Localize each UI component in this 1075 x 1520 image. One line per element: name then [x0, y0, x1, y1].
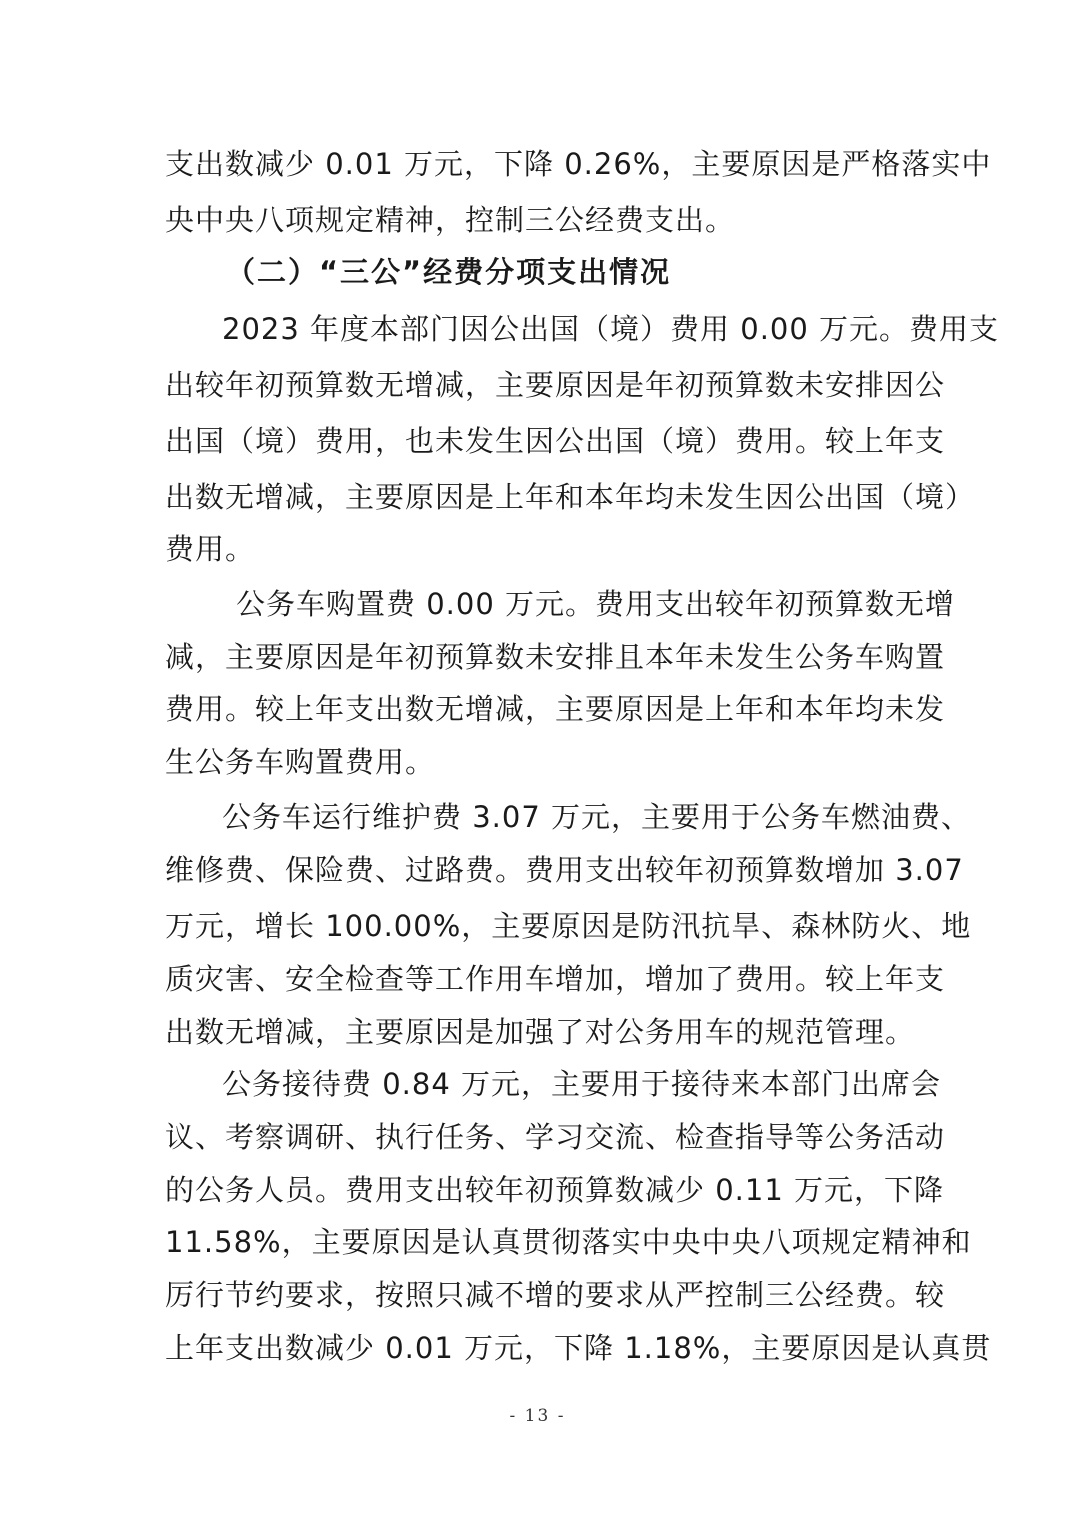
- text-line: 支出数减少 0.01 万元，下降 0.26%，主要原因是严格落实中: [165, 147, 992, 181]
- text-line: 央中央八项规定精神，控制三公经费支出。: [165, 203, 736, 237]
- text-line: 费用。: [165, 532, 256, 566]
- text-line: 2023 年度本部门因公出国（境）费用 0.00 万元。费用支: [222, 312, 1000, 346]
- text-line: 减，主要原因是年初预算数未安排且本年未发生公务车购置: [165, 640, 946, 674]
- text-line: 质灾害、安全检查等工作用车增加，增加了费用。较上年支: [165, 962, 946, 996]
- text-line: 出国（境）费用，也未发生因公出国（境）费用。较上年支: [165, 424, 946, 458]
- text-line: 公务车运行维护费 3.07 万元，主要用于公务车燃油费、: [222, 800, 972, 834]
- text-line: 上年支出数减少 0.01 万元，下降 1.18%，主要原因是认真贯: [165, 1331, 992, 1365]
- text-line: 万元，增长 100.00%，主要原因是防汛抗旱、森林防火、地: [165, 909, 972, 943]
- text-line: 议、考察调研、执行任务、学习交流、检查指导等公务活动: [165, 1120, 946, 1154]
- text-line: 厉行节约要求，按照只减不增的要求从严控制三公经费。较: [165, 1278, 946, 1312]
- section-heading: （二）“三公”经费分项支出情况: [226, 255, 672, 289]
- text-line: 公务接待费 0.84 万元，主要用于接待来本部门出席会: [222, 1067, 942, 1101]
- text-line: 生公务车购置费用。: [165, 745, 436, 779]
- text-line: 的公务人员。费用支出较年初预算数减少 0.11 万元，下降: [165, 1173, 945, 1207]
- text-line: 出数无增减，主要原因是上年和本年均未发生因公出国（境）: [165, 480, 976, 514]
- text-line: 11.58%，主要原因是认真贯彻落实中央中央八项规定精神和: [165, 1225, 972, 1259]
- text-line: 维修费、保险费、过路费。费用支出较年初预算数增加 3.07: [165, 853, 964, 887]
- page-number: - 13 -: [509, 1406, 566, 1426]
- text-line: 出较年初预算数无增减，主要原因是年初预算数未安排因公: [165, 368, 946, 402]
- text-line: 费用。较上年支出数无增减，主要原因是上年和本年均未发: [165, 692, 946, 726]
- text-line: 公务车购置费 0.00 万元。费用支出较年初预算数无增: [236, 587, 956, 621]
- text-line: 出数无增减，主要原因是加强了对公务用车的规范管理。: [165, 1015, 916, 1049]
